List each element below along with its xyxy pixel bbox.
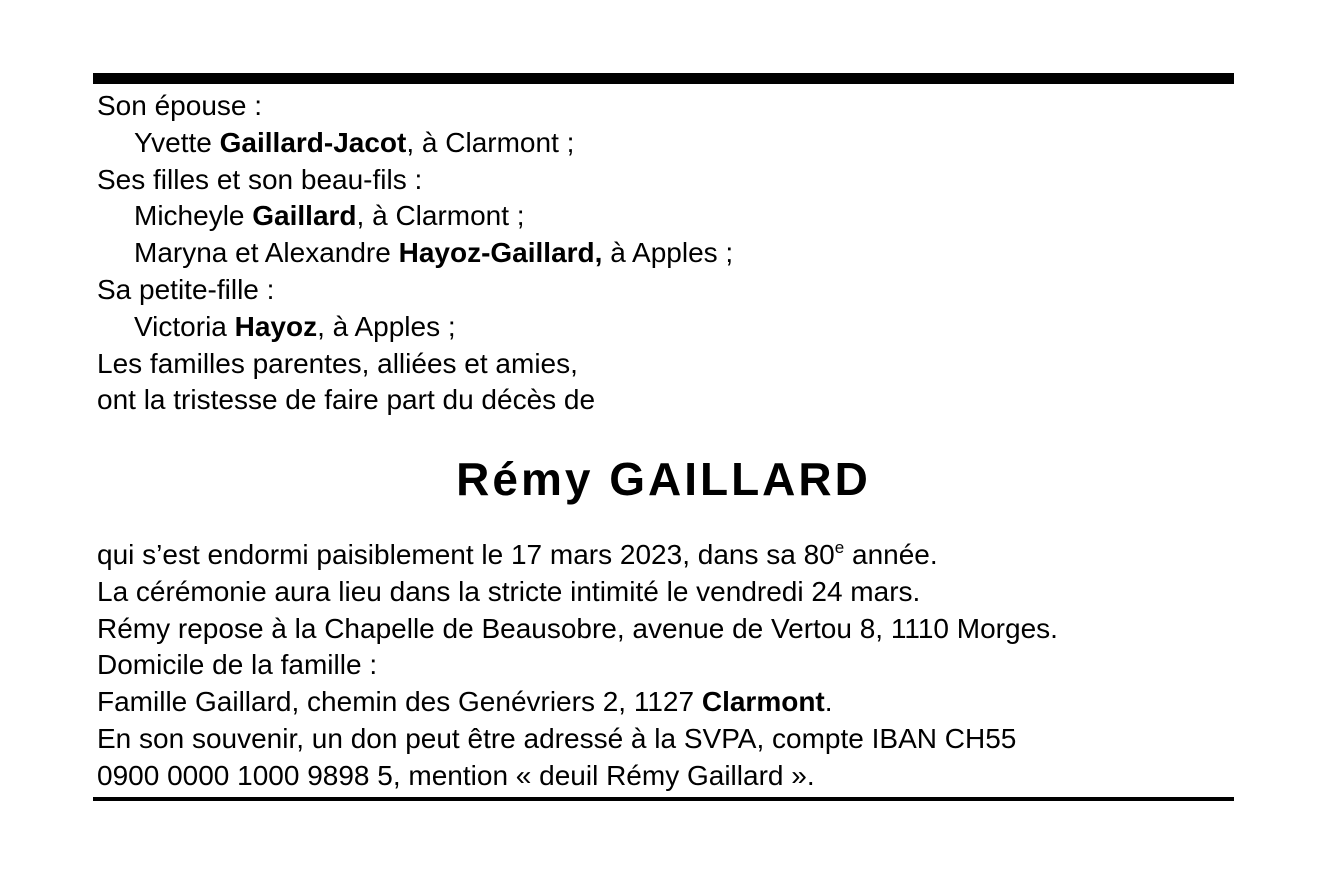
spouse-heading: Son épouse : bbox=[97, 90, 263, 121]
announcement-line: ont la tristesse de faire part du décès de bbox=[97, 384, 596, 416]
ceremony-line: La cérémonie aura lieu dans la stricte intimité le vendredi 24 mars. bbox=[97, 575, 921, 607]
address-end: . bbox=[824, 686, 833, 718]
daughter2-first-names: Maryna et Alexandre bbox=[134, 237, 399, 269]
address-line bbox=[97, 684, 1058, 721]
address-town: Clarmont bbox=[701, 686, 825, 718]
daughter1-surname: Gaillard bbox=[252, 200, 357, 232]
daughter-entry-1 bbox=[97, 198, 733, 235]
daughter-entry-2 bbox=[97, 235, 733, 272]
address-text: Famille Gaillard, chemin des Genévriers 2, 1127 bbox=[97, 686, 702, 718]
obituary-notice bbox=[93, 73, 1234, 803]
granddaughter-surname: Hayoz bbox=[234, 310, 318, 342]
granddaughter-place: , à Apples ; bbox=[317, 310, 456, 342]
daughter2-place: à Apples ; bbox=[602, 237, 734, 269]
top-border-rule bbox=[93, 73, 1234, 84]
death-text: qui s’est endormi paisiblement le 17 mars 2023, dans sa 80 bbox=[97, 539, 835, 570]
rest-line: Rémy repose à la Chapelle de Beausobre, avenue de Vertou 8, 1110 Morges. bbox=[97, 612, 1058, 644]
details-section bbox=[97, 537, 1058, 795]
bottom-border-rule bbox=[93, 797, 1234, 801]
ordinal-superscript: e bbox=[834, 538, 845, 557]
spouse-surname: Gaillard-Jacot bbox=[219, 126, 407, 158]
domicile-heading: Domicile de la famille : bbox=[97, 649, 378, 681]
relatives-line: Les familles parentes, alliées et amies, bbox=[97, 347, 578, 379]
daughters-heading: Ses filles et son beau-fils : bbox=[97, 163, 423, 195]
death-text-end: année. bbox=[844, 539, 938, 570]
daughter1-first-name: Micheyle bbox=[134, 200, 253, 232]
donation-line-1: En son souvenir, un don peut être adressé à la SVPA, compte IBAN CH55 bbox=[97, 722, 1017, 754]
donation-line-2: 0900 0000 1000 9898 5, mention « deuil Rémy Gaillard ». bbox=[97, 759, 815, 791]
spouse-place: , à Clarmont ; bbox=[406, 126, 575, 158]
death-line bbox=[97, 537, 1058, 574]
deceased-name: Rémy GAILLARD bbox=[456, 453, 871, 505]
family-section bbox=[97, 88, 733, 419]
granddaughter-entry bbox=[97, 309, 733, 346]
spouse-entry bbox=[97, 125, 733, 162]
granddaughter-heading: Sa petite-fille : bbox=[97, 273, 275, 305]
spouse-first-name: Yvette bbox=[134, 126, 220, 158]
granddaughter-first-name: Victoria bbox=[134, 310, 235, 342]
daughter2-surname: Hayoz-Gaillard, bbox=[398, 237, 603, 269]
daughter1-place: , à Clarmont ; bbox=[356, 200, 525, 232]
